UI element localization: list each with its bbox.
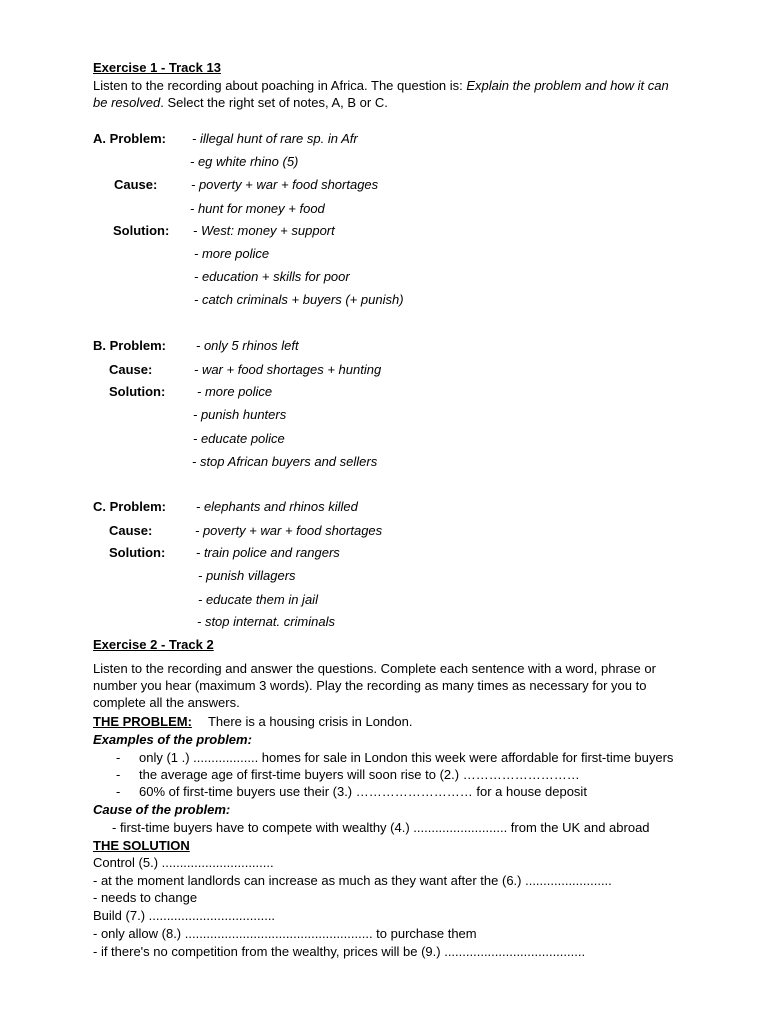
problem-statement (93, 713, 412, 730)
examples-heading: Examples of the problem: (93, 732, 252, 747)
solution-line: - only allow (8.) .................................................... to purchase them (93, 926, 477, 941)
bullet-dash: - (116, 784, 121, 799)
solution-line: Build (7.) ................................... (93, 908, 276, 923)
set-b-cause-label: Cause: (109, 362, 153, 377)
example-text: 60% of first-time buyers use their (3.) ……………………… for a house deposit (139, 784, 587, 799)
set-b-solution-label: Solution: (109, 384, 166, 399)
solution-heading: THE SOLUTION (93, 838, 190, 853)
set-a-solution-label: Solution: (113, 223, 170, 238)
bullet-dash: - (116, 750, 121, 765)
set-b-problem-note: - only 5 rhinos left (196, 338, 299, 353)
exercise-2-intro-line: Listen to the recording and answer the questions. Complete each sentence with a word, phrase or (93, 661, 656, 676)
solution-line: - needs to change (93, 890, 198, 905)
set-a-problem-note: - illegal hunt of rare sp. in Afr (192, 131, 358, 146)
set-b-problem-label: B. Problem: (93, 338, 166, 353)
exercise-2-intro-line: number you hear (maximum 3 words). Play the recording as many times as necessary for you to (93, 678, 647, 693)
set-a-cause-label: Cause: (114, 177, 158, 192)
example-text: only (1 .) .................. homes for sale in London this week were affordable for first-time buyers (139, 750, 674, 765)
solution-line: - at the moment landlords can increase as much as they want after the (6.) ........................ (93, 873, 612, 888)
set-c-solution-note: - punish villagers (198, 568, 296, 583)
set-a-solution-note: - West: money + support (193, 223, 335, 238)
cause-text: - first-time buyers have to compete with wealthy (4.) .......................... from the UK and abroad (112, 820, 650, 835)
set-b-solution-note: - educate police (193, 431, 285, 446)
exercise-2-title: Exercise 2 - Track 2 (93, 637, 214, 652)
intro-question-end: be resolved (93, 95, 161, 110)
intro-instruction: . Select the right set of notes, A, B or C. (160, 95, 388, 110)
bullet-dash: - (116, 767, 121, 782)
intro-question: Explain the problem and how it can (466, 78, 669, 93)
solution-line: - if there's no competition from the wealthy, prices will be (9.) ....................................... (93, 944, 586, 959)
set-a-cause-note: - poverty + war + food shortages (191, 177, 379, 192)
set-b-solution-note: - stop African buyers and sellers (192, 454, 378, 469)
example-text: the average age of first-time buyers will soon rise to (2.) ……………………… (139, 767, 580, 782)
set-c-solution-note: - train police and rangers (196, 545, 340, 560)
intro-text: Listen to the recording about poaching in Africa. The question is: (93, 78, 467, 93)
set-b-cause-note: - war + food shortages + hunting (194, 362, 382, 377)
cause-heading: Cause of the problem: (93, 802, 231, 817)
set-c-cause-label: Cause: (109, 523, 153, 538)
exercise-1-title: Exercise 1 - Track 13 (93, 60, 221, 75)
set-c-solution-note: - educate them in jail (198, 592, 318, 607)
set-a-problem-label: A. Problem: (93, 131, 166, 146)
set-b-solution-note: - punish hunters (193, 407, 287, 422)
set-c-solution-label: Solution: (109, 545, 166, 560)
exercise-1-intro-line-1 (93, 77, 669, 94)
solution-line: Control (5.) ............................... (93, 855, 274, 870)
problem-text: There is a housing crisis in London. (207, 714, 413, 729)
set-a-solution-note: - more police (194, 246, 270, 261)
set-a-solution-note: - catch criminals + buyers (+ punish) (194, 292, 404, 307)
exercise-2-intro-line: complete all the answers. (93, 695, 240, 710)
set-a-cause-note: - hunt for money + food (190, 201, 325, 216)
set-b-solution-note: - more police (197, 384, 273, 399)
set-c-solution-note: - stop internat. criminals (197, 614, 335, 629)
set-a-solution-note: - education + skills for poor (194, 269, 350, 284)
set-c-cause-note: - poverty + war + food shortages (195, 523, 383, 538)
set-a-problem-note: - eg white rhino (5) (190, 154, 299, 169)
set-c-problem-label: C. Problem: (93, 499, 166, 514)
problem-heading: THE PROBLEM: (93, 714, 192, 729)
set-c-problem-note: - elephants and rhinos killed (196, 499, 358, 514)
exercise-1-intro-line-2 (93, 94, 388, 111)
